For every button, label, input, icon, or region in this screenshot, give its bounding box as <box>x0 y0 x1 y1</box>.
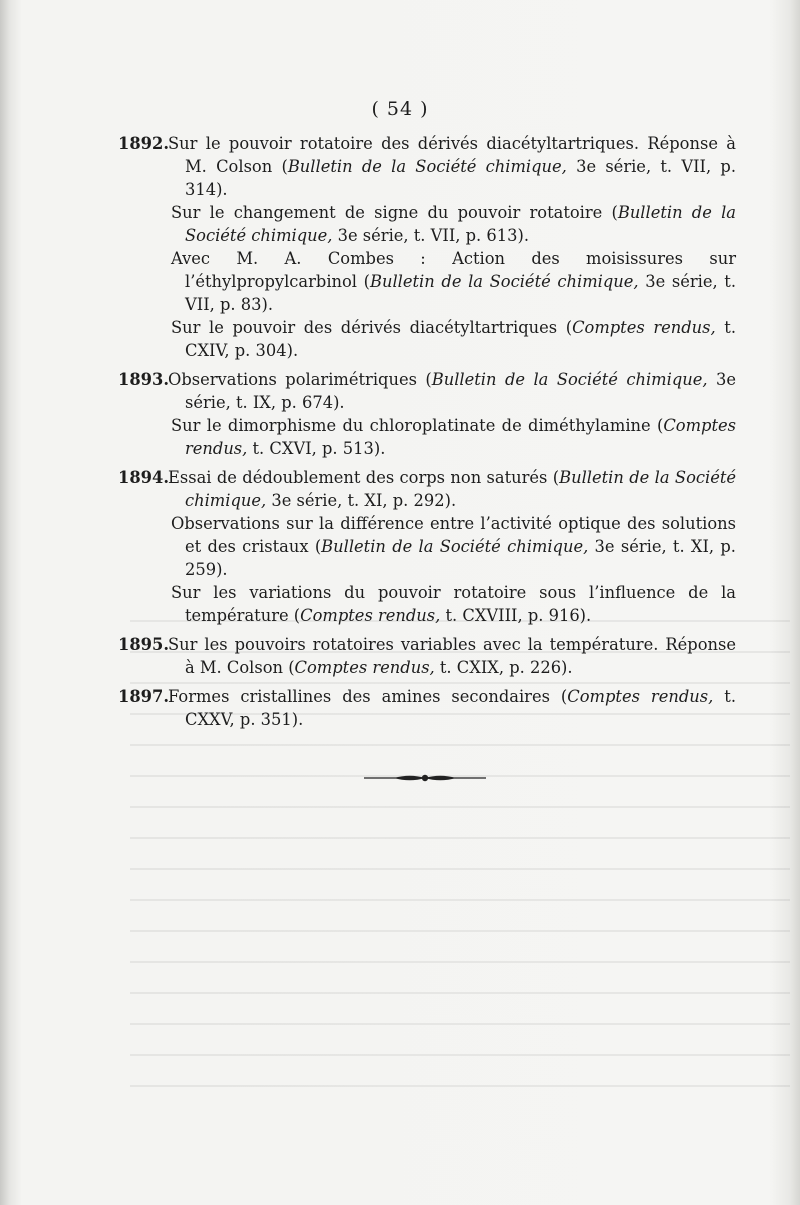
year-entry <box>118 633 736 679</box>
citation-details: 3e série, t. XI, p. 259). <box>185 537 736 579</box>
item-text: Sur le dimorphisme du chloroplatinate de diméthylamine ( <box>171 416 664 435</box>
citation-details: t. CXIV, p. 304). <box>185 318 736 360</box>
year-entry <box>118 132 736 362</box>
item-text: Sur le pouvoir des dérivés diacétyltartriques ( <box>171 318 573 337</box>
citation-details: t. CXVIII, p. 916). <box>440 606 592 625</box>
publication-item <box>118 247 736 316</box>
year-entry <box>118 685 736 731</box>
journal-title: Bulletin de la Société chimique, <box>185 468 737 510</box>
citation-details: 3e série, t. IX, p. 674). <box>185 370 736 412</box>
journal-title: Bulletin de la Société chimique, <box>370 272 639 291</box>
citation-details: 3e série, t. VII, p. 613). <box>332 226 530 245</box>
entry-year: 1892. <box>118 134 169 153</box>
journal-title: Bulletin de la Société chimique, <box>321 537 589 556</box>
item-text: Sur les variations du pouvoir rotatoire sous l’influence de la température ( <box>171 583 736 625</box>
citation-details: 3e série, t. VII, p. 314). <box>185 157 736 199</box>
publication-item <box>118 512 736 581</box>
entry-year: 1897. <box>118 687 169 706</box>
journal-title: Comptes rendus, <box>300 606 441 625</box>
item-text: Observations polarimétriques ( <box>168 370 432 389</box>
entry-year: 1893. <box>118 370 169 389</box>
citation-details: 3e série, t. XI, p. 292). <box>266 491 457 510</box>
journal-title: Bulletin de la Société chimique, <box>185 203 736 245</box>
publication-item <box>118 581 736 627</box>
citation-details: t. CXVI, p. 513). <box>247 439 386 458</box>
publication-item <box>118 633 736 679</box>
item-text: Formes cristallines des amines secondaires ( <box>168 687 568 706</box>
item-text: Sur le pouvoir rotatoire des dérivés diacétyltartriques. Réponse à M. Colson ( <box>168 134 736 176</box>
publication-item <box>118 316 736 362</box>
entry-year: 1894. <box>118 468 169 487</box>
citation-details: 3e série, t. VII, p. 83). <box>185 272 736 314</box>
publication-item <box>118 132 736 201</box>
publication-item <box>118 466 736 512</box>
bibliography-list <box>118 132 736 737</box>
journal-title: Comptes rendus, <box>294 658 435 677</box>
publication-item <box>118 414 736 460</box>
item-text: Avec M. A. Combes : Action des moisissures sur l’éthylpropylcarbinol ( <box>171 249 736 291</box>
journal-title: Comptes rendus, <box>185 416 736 458</box>
publication-item <box>118 368 736 414</box>
item-text: Sur les pouvoirs rotatoires variables avec la température. Réponse à M. Colson ( <box>168 635 736 677</box>
item-text: Essai de dédoublement des corps non saturés ( <box>168 468 560 487</box>
journal-title: Bulletin de la Société chimique, <box>431 370 708 389</box>
item-text: Sur le changement de signe du pouvoir rotatoire ( <box>171 203 618 222</box>
page-number: ( 54 ) <box>371 98 429 120</box>
publication-item <box>118 685 736 731</box>
journal-title: Comptes rendus, <box>567 687 714 706</box>
year-entry <box>118 466 736 627</box>
journal-title: Bulletin de la Société chimique, <box>287 157 567 176</box>
item-text: Observations sur la différence entre l’activité optique des solutions et des cristaux ( <box>171 514 736 556</box>
citation-details: t. CXXV, p. 351). <box>185 687 736 729</box>
ornament-divider-icon <box>364 771 486 785</box>
publication-item <box>118 201 736 247</box>
citation-details: t. CXIX, p. 226). <box>434 658 573 677</box>
entry-year: 1895. <box>118 635 169 654</box>
journal-title: Comptes rendus, <box>572 318 716 337</box>
year-entry <box>118 368 736 460</box>
